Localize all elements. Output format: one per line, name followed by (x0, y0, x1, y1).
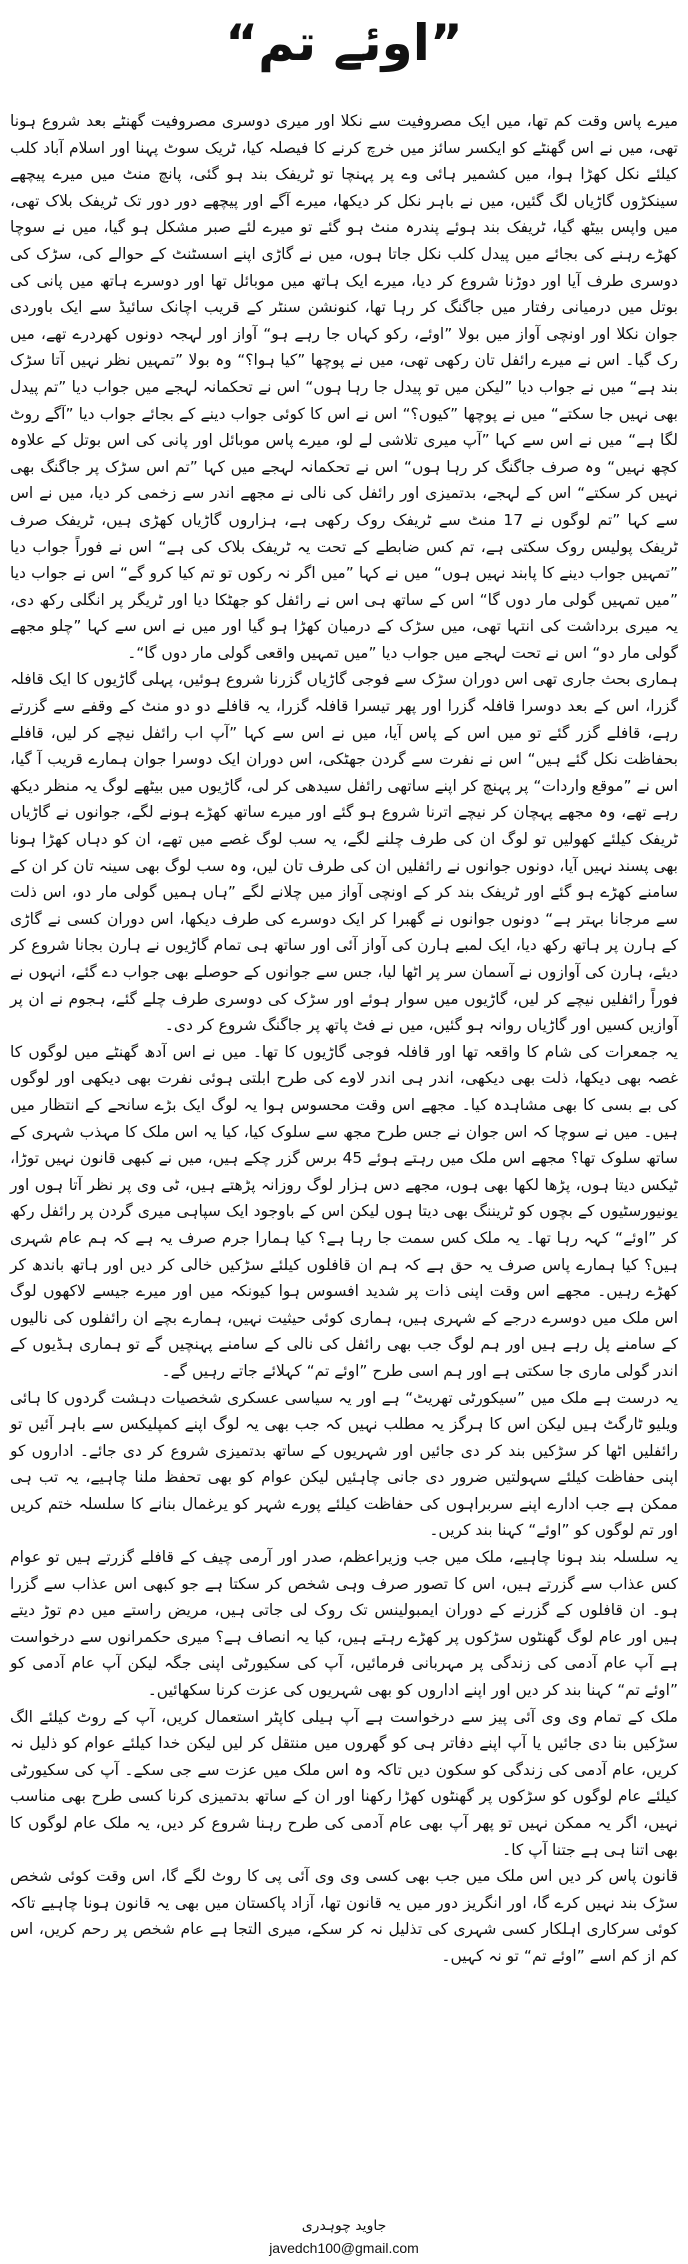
paragraph: یہ جمعرات کی شام کا واقعہ تھا اور قافلہ فوجی گاڑیوں کا تھا۔ میں نے اس آدھ گھنٹے میں لوگوں کا غصہ بھی دیکھا، ذلت بھی دیکھی، اندر ہی اندر لاوے کی طرح ابلتی ہوئی نفرت بھی دیکھی اور لوگوں کی بے بسی کا بھی مشاہدہ کیا۔ مجھے اس وقت محسوس ہوا یہ لوگ ایک بڑے سانحے کے انتظار میں ہیں۔ میں نے سوچا کہ اس جوان نے جس طرح مجھ سے سلوک کیا، کیا یہ اس ملک کا مہذب شہری کے ساتھ سلوک تھا؟ مجھے اس ملک میں رہتے ہوئے 45 برس گزر چکے ہیں، میں نے کبھی قانون نہیں توڑا، ٹیکس دیتا ہوں، پڑھا لکھا بھی ہوں، مجھے دس ہزار لوگ روزانہ پڑھتے ہیں، ٹی وی پر نظر آتا ہوں اور یونیورسٹیوں کے بچوں کو ٹریننگ بھی دیتا ہوں لیکن اس کے باوجود ایک سپاہی میری گردن پر رائفل رکھ کر ”اوئے“ کہہ رہا تھا۔ یہ ملک کس سمت جا رہا ہے؟ کیا ہمارا جرم صرف یہ ہے کہ ہم عام شہری ہیں؟ کیا ہمارے پاس صرف یہ حق ہے کہ ہم ان قافلوں کیلئے سڑکیں خالی کر دیں اور ہاتھ باندھ کر کھڑے رہیں۔ مجھے اس وقت اپنی ذات پر شدید افسوس ہوا کیونکہ میں اور میرے جیسے لاکھوں لوگ اس ملک میں دوسرے درجے کے شہری ہیں، ہماری کوئی حیثیت نہیں، ہمارے بچے ان رائفلوں کی نالیوں کے سامنے پل رہے ہیں اور ہم لوگ جب بھی رائفل کی نالی کے سامنے پہنچیں گے تو ہماری ہڈیوں کے اندر گولی ماری جا سکتی ہے اور ہم اسی طرح ”اوئے تم“ کہلائے جاتے رہیں گے۔ (10, 1042, 678, 1380)
author-name: جاوید چوہدری (301, 2218, 387, 2234)
column-title: ”اوئے تم“ (225, 14, 463, 72)
paragraph: یہ درست ہے ملک میں ”سیکورٹی تھریٹ“ ہے اور یہ سیاسی عسکری شخصیات دہشت گردوں کا ہائی ویلیو ٹارگٹ ہیں لیکن اس کا ہرگز یہ مطلب نہیں کہ جب بھی یہ لوگ اپنے کمپلیکس سے باہر آئیں تو رائفلیں اٹھا کر سڑکیں بند کر دی جائیں اور شہریوں کے ساتھ بدتمیزی شروع کر دی جائے۔ اداروں کو اپنی حفاظت کیلئے سہولتیں ضرور دی جانی چاہئیں لیکن عوام کو بھی تحفظ ملنا چاہیے، یہ تب ہی ممکن ہے جب ادارے اپنے سربراہوں کی حفاظت کیلئے پورے شہر کو یرغمال بنانے کا سلسلہ ختم کریں اور تم لوگوں کو ”اوئے“ کہنا بند کریں۔ (10, 1388, 678, 1540)
paragraph: قانون پاس کر دیں اس ملک میں جب بھی کسی وی وی آئی پی کا روٹ لگے گا، اس وقت کوئی شخص سڑک بند نہیں کرے گا، اور انگریز دور میں یہ قانون تھا، آزاد پاکستان میں بھی یہ قانون ہونا چاہیے تاکہ کوئی سرکاری اہلکار کسی شہری کی تذلیل نہ کر سکے، میری التجا ہے عام شخص پر رحم کریں، اس کم از کم اسے ”اوئے تم“ تو نہ کہیں۔ (10, 1867, 678, 1965)
paragraph: ہماری بحث جاری تھی اس دوران سڑک سے فوجی گاڑیاں گزرنا شروع ہوئیں، پہلی گاڑیوں کا ایک قافلہ گزرا، اس کے بعد دوسرا قافلہ گزرا اور پھر تیسرا قافلہ گزرا، یہ قافلے دو دو منٹ کے وقفے سے گزرتے رہے، قافلے گزر گئے تو میں اس کے پاس آیا، میں نے اس سے کہا ”آپ اب رائفل نیچے کر لیں، قافلے بحفاظت نکل گئے ہیں“ اس نے نفرت سے گردن جھٹکی، اس دوران ایک دوسرا جوان ہمارے قریب آ گیا، اس نے ”موقع واردات“ پر پہنچ کر اپنے ساتھی رائفل سیدھی کر لی، گاڑیوں میں بیٹھے لوگ یہ منظر دیکھ رہے تھے، وہ مجھے پہچان کر نیچے اترنا شروع ہو گئے اور میرے ساتھ کھڑے ہونے لگے، جوانوں نے گاڑیاں ٹریفک کیلئے کھولیں تو لوگ ان کی طرف چلنے لگے، یہ سب لوگ غصے میں تھے، ان کو دہاں کھڑا ہونا بھی پسند نہیں آیا، دونوں جوانوں نے رائفلیں ان کی طرف تان لیں، وہ سب لوگ بھی سینہ تان کر ان کے سامنے کھڑے ہو گئے اور ٹریفک بند کر کے اونچی آواز میں چلانے لگے ”ہاں ہمیں گولی مار دو، اس ذلت سے مرجانا بہتر ہے“ دونوں جوانوں نے گھبرا کر ایک دوسرے کی طرف دیکھا، اس دوران کسی نے گاڑی کے ہارن پر ہاتھ رکھ دیا، ایک لمبے ہارن کی آواز آئی اور ساتھ ہی تمام گاڑیوں نے ہارن بجانا شروع کر دیئے، ہارن کی آوازوں نے آسمان سر پر اٹھا لیا، جس سے جوانوں کے حوصلے بھی جواب دے گئے، انہوں نے فوراً رائفلیں نیچے کر لیں، گاڑیوں میں سوار ہوئے اور سڑک کی دوسری طرف چلے گئے، ہجوم نے ان پر آوازیں کسیں اور گاڑیاں روانہ ہو گئیں، میں نے فٹ پاتھ پر جاگنگ شروع کر دی۔ (10, 670, 678, 1035)
column-body (10, 108, 678, 2206)
paragraph: یہ سلسلہ بند ہونا چاہیے، ملک میں جب وزیراعظم، صدر اور آرمی چیف کے قافلے گزرتے ہیں تو عوام کس عذاب سے گزرتے ہیں، اس کا تصور صرف وہی شخص کر سکتا ہے جو کبھی اس عذاب سے گزرا ہو۔ ان قافلوں کے گزرنے کے دوران ایمبولینس تک روک لی جاتی ہیں، مریض راستے میں دم توڑ دیتے ہیں اور عام لوگ گھنٹوں سڑکوں پر کھڑے رہتے ہیں، کیا یہ انصاف ہے؟ میری حکمرانوں سے درخواست ہے آپ عام آدمی کی زندگی پر مہربانی فرمائیں، آپ کی سکیورٹی اپنی جگہ لیکن آپ عام آدمی کو ”اوئے تم“ کہنا بند کر دیں اور اپنے اداروں کو بھی شہریوں کی عزت کرنا سکھائیں۔ (10, 1548, 678, 1700)
paragraph: میرے پاس وقت کم تھا، میں ایک مصروفیت سے نکلا اور میری دوسری مصروفیت گھنٹے بعد شروع ہونا تھی، میں نے اس گھنٹے کو ایکسر سائز میں خرچ کرنے کا فیصلہ کیا، ٹریک سوٹ پہنا اور اسلام آباد کلب کیلئے نکل کھڑا ہوا، میں کشمیر ہائی وے پر پہنچا تو ٹریفک بند ہو گئی، پانچ منٹ میں میرے پیچھے سینکڑوں گاڑیاں لگ گئیں، میں نے باہر نکل کر دیکھا، میرے آگے اور پیچھے دور دور تک ٹریفک بلاک تھی، میں واپس بیٹھ گیا، ٹریفک بند ہوئے پندرہ منٹ ہو گئے تو میرے لئے صبر مشکل ہو گیا، میں نے سوچا کھڑے رہنے کی بجائے میں پیدل کلب نکل جاتا ہوں، میں نے گاڑی اپنے اسسٹنٹ کے حوالے کی، سڑک کی دوسری طرف آیا اور دوڑنا شروع کر دیا، میرے ایک ہاتھ میں موبائل تھا اور دوسرے ہاتھ میں پانی کی بوتل میں درمیانی رفتار میں جاگنگ کر رہا تھا، کنونشن سنٹر کے قریب اچانک سائیڈ سے ایک باوردی جوان نکلا اور اونچی آواز میں بولا ”اوئے، رکو کہاں جا رہے ہو“ آواز اور لہجہ دونوں کھردرے تھے، میں رک گیا۔ اس نے میرے رائفل تان رکھی تھی، میں نے پوچھا ”کیا ہوا؟“ وہ بولا ”تمہیں نظر نہیں آتا سڑک بند ہے“ میں نے جواب دیا ”لیکن میں تو پیدل جا رہا ہوں“ اس نے تحکمانہ لہجے میں جواب دیا ”تم پیدل بھی نہیں جا سکتے“ میں نے پوچھا ”کیوں؟“ اس نے اس کا کوئی جواب دینے کے بجائے جواب دیا ”آگے روٹ لگا ہے“ میں نے اس سے کہا ”آپ میری تلاشی لے لو، میرے پاس موبائل اور پانی کی اس بوتل کے علاوہ کچھ نہیں“ وہ صرف جاگنگ کر رہا ہوں“ اس نے تحکمانہ لہجے میں کہا ”تم اس سڑک پر جاگنگ بھی نہیں کر سکتے“ اس کے لہجے، بدتمیزی اور رائفل کی نالی نے مجھے اندر سے زخمی کر دیا، میں نے اس سے کہا ”تم لوگوں نے 17 منٹ سے ٹریفک روک رکھی ہے، ہزاروں گاڑیاں کھڑی ہیں، ٹریفک صرف ٹریفک پولیس روک سکتی ہے، تم کس ضابطے کے تحت یہ ٹریفک بلاک کی ہے“ اس نے فوراً جواب دیا ”تمہیں جواب دینے کا پابند نہیں ہوں“ میں نے کہا ”میں اگر نہ رکوں تو تم کیا کرو گے“ اس نے جواب دیا ”میں تمہیں گولی مار دوں گا“ اس کے ساتھ ہی اس نے رائفل کو جھٹکا دیا اور ٹریگر پر انگلی رکھ دی، یہ میری برداشت کی انتہا تھی، میں سڑک کے درمیان کھڑا ہو گیا اور میں نے اس سے کہا ”چلو مجھے گولی مار دو“ اس نے تحت لہجے میں جواب دیا ”میں تمہیں واقعی گولی مار دوں گا“۔ (10, 112, 678, 662)
paragraph: ملک کے تمام وی وی آئی پیز سے درخواست ہے آپ ہیلی کاپٹر استعمال کریں، آپ کے روٹ کیلئے الگ سڑکیں بنا دی جائیں یا آپ اپنے دفاتر ہی کو گھروں میں منتقل کر لیں لیکن خدا کیلئے عوام کو ذلیل نہ کریں، عام آدمی کی زندگی کو سکون دیں تاکہ وہ اس ملک میں عزت سے جی سکے۔ آپ کی سکیورٹی کیلئے عام لوگوں کو سڑکوں پر گھنٹوں کھڑا رکھنا اور ان کے ساتھ بدتمیزی کرنا کسی طرح بھی مناسب نہیں، اگر یہ ممکن نہیں تو پھر آپ بھی عام آدمی کی طرح رہنا شروع کر دیں، یہ ملک عام لوگوں کا بھی اتنا ہی ہے جتنا آپ کا۔ (10, 1707, 678, 1859)
author-email[interactable]: javedch100@gmail.com (269, 2240, 419, 2256)
